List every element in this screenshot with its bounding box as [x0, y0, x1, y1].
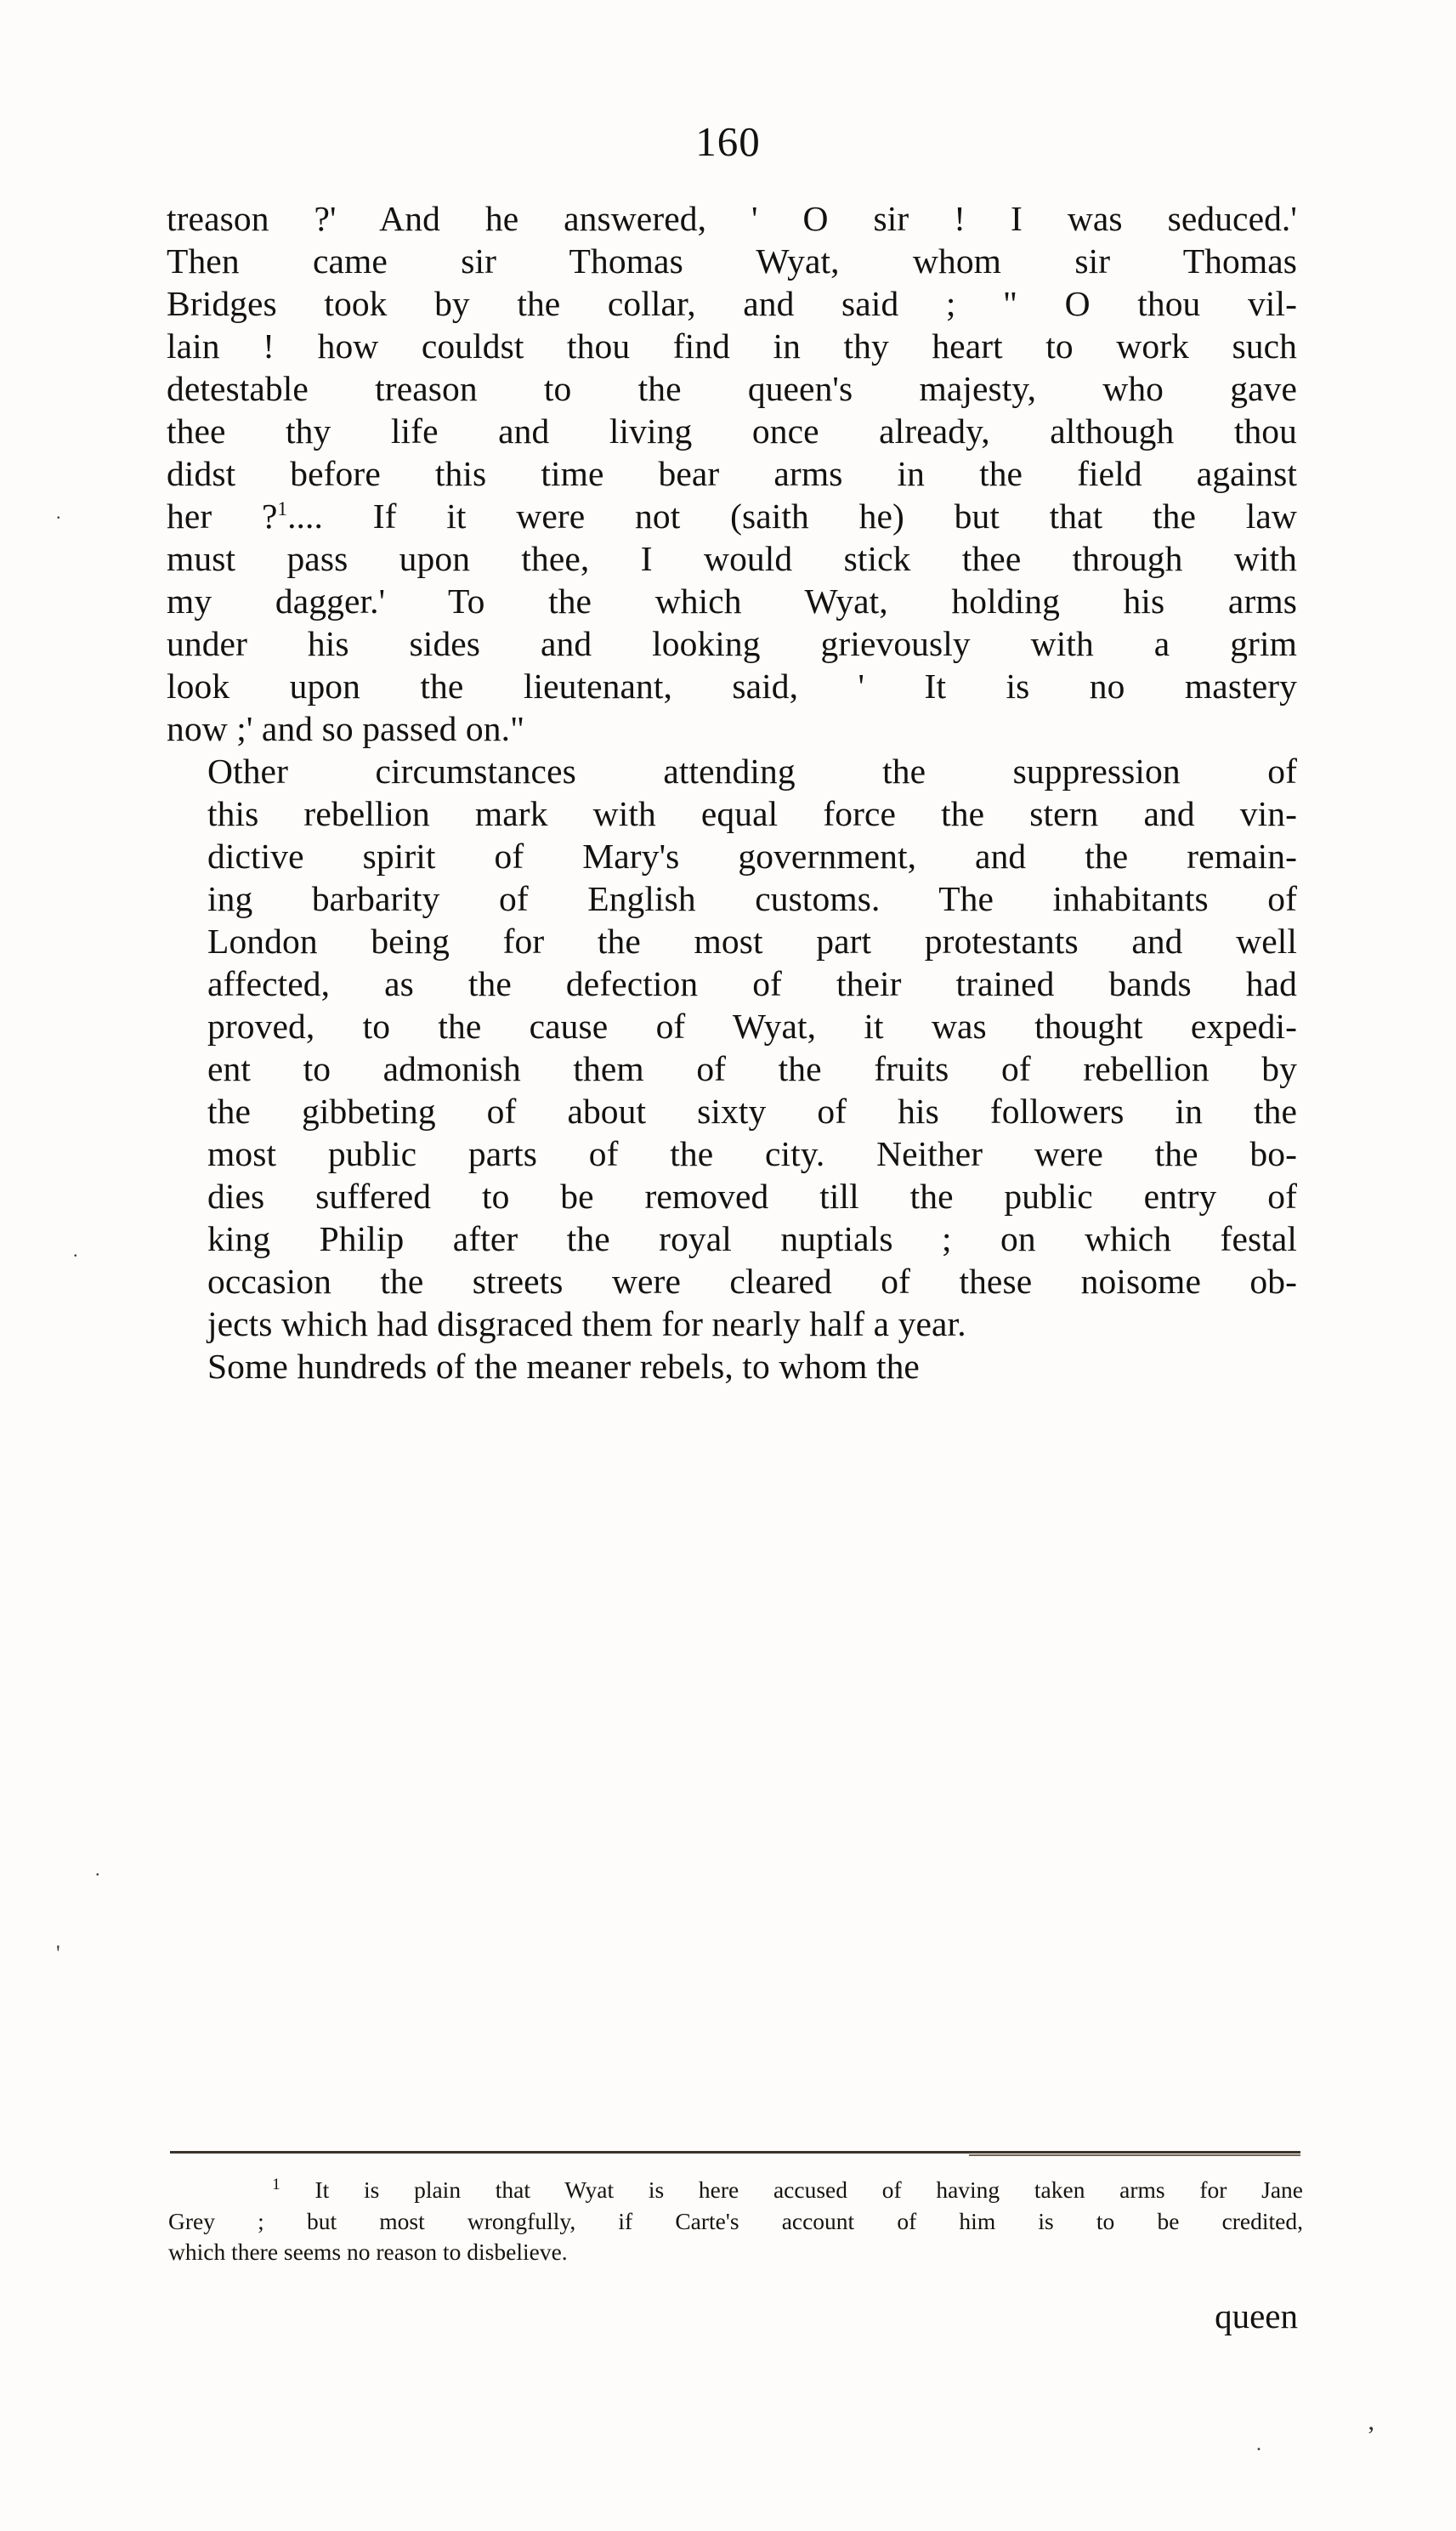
page-number: 160	[695, 118, 761, 165]
footnote-separator-rule	[170, 2151, 1300, 2154]
margin-speck-middle: .	[73, 1240, 78, 1261]
text-line: occasion the streets were cleared of these noisome ob-	[207, 1262, 1297, 1301]
text-line: Other circumstances attending the suppression of	[207, 752, 1297, 791]
text-line: ing barbarity of English customs. The inhabitants of	[207, 879, 1297, 918]
text-line: detestable treason to the queen's majesty, who gave	[167, 369, 1297, 408]
footnote-block	[168, 2175, 1303, 2268]
page-body	[167, 197, 1297, 1388]
text-line: Some hundreds of the meaner rebels, to whom the	[207, 1347, 920, 1386]
paragraph-other-circumstances	[167, 750, 1297, 1345]
bottom-speck: .	[1256, 2433, 1261, 2455]
text-line: jects which had disgraced them for nearly half a year.	[207, 1304, 966, 1343]
text-line: ent to admonish them of the fruits of rebellion by	[207, 1049, 1297, 1088]
paragraph-quotation	[167, 197, 1297, 750]
footnote-line: Grey ; but most wrongfully, if Carte's account of him is to be credited,	[168, 2207, 1303, 2234]
text-line: must pass upon thee, I would stick thee through with	[167, 539, 1297, 578]
text-line: lain ! how couldst thou find in thy heart to work such	[167, 326, 1297, 366]
text-line: king Philip after the royal nuptials ; on which festal	[207, 1219, 1297, 1258]
text-line: didst before this time bear arms in the field against	[167, 454, 1297, 493]
text-line: thee thy life and living once already, although thou	[167, 411, 1297, 451]
footnote-reference-marker: 1	[277, 498, 288, 520]
text-line: now ;' and so passed on."	[167, 709, 525, 748]
text-line: proved, to the cause of Wyat, it was thought expedi-	[207, 1007, 1297, 1046]
text-line: dies suffered to be removed till the public entry of	[207, 1177, 1297, 1216]
text-line: look upon the lieutenant, said, ' It is no mastery	[167, 667, 1297, 706]
footnote-line	[168, 2175, 1303, 2206]
text-line: affected, as the defection of their trained bands had	[207, 964, 1297, 1003]
text-line: most public parts of the city. Neither were the bo-	[207, 1134, 1297, 1173]
text-line: dictive spirit of Mary's government, and the remain-	[207, 837, 1297, 876]
margin-speck-lower: .	[95, 1859, 100, 1880]
paragraph-some-hundreds	[167, 1345, 1297, 1388]
text-line: this rebellion mark with equal force the stern and vin-	[207, 794, 1297, 833]
margin-speck-upper: .	[56, 502, 61, 523]
catchword: queen	[1215, 2296, 1298, 2335]
text-line: treason ?' And he answered, ' O sir ! I was seduced.'	[167, 199, 1297, 238]
line-head: her ?	[167, 497, 278, 536]
line-tail: .... If it were not (saith he) but that the law	[287, 497, 1297, 536]
text-line: the gibbeting of about sixty of his followers in the	[207, 1092, 1297, 1131]
footnote-text: It is plain that Wyat is here accused of having taken arms for Jane	[314, 2176, 1303, 2203]
text-line: Then came sir Thomas Wyat, whom sir Thomas	[167, 241, 1297, 281]
margin-tick: '	[56, 1941, 60, 1966]
footnote-marker: 1	[272, 2175, 280, 2193]
text-line: under his sides and looking grievously with a grim	[167, 624, 1297, 663]
text-line: London being for the most part protestants and well	[207, 922, 1297, 961]
text-line: my dagger.' To the which Wyat, holding his arms	[167, 582, 1297, 621]
bottom-tick: ’	[1367, 2421, 1375, 2449]
footnote-line: which there seems no reason to disbelieve.	[168, 2239, 568, 2266]
text-line: Bridges took by the collar, and said ; " O thou vil-	[167, 284, 1297, 323]
text-line-with-footnote-mark	[167, 495, 1297, 537]
